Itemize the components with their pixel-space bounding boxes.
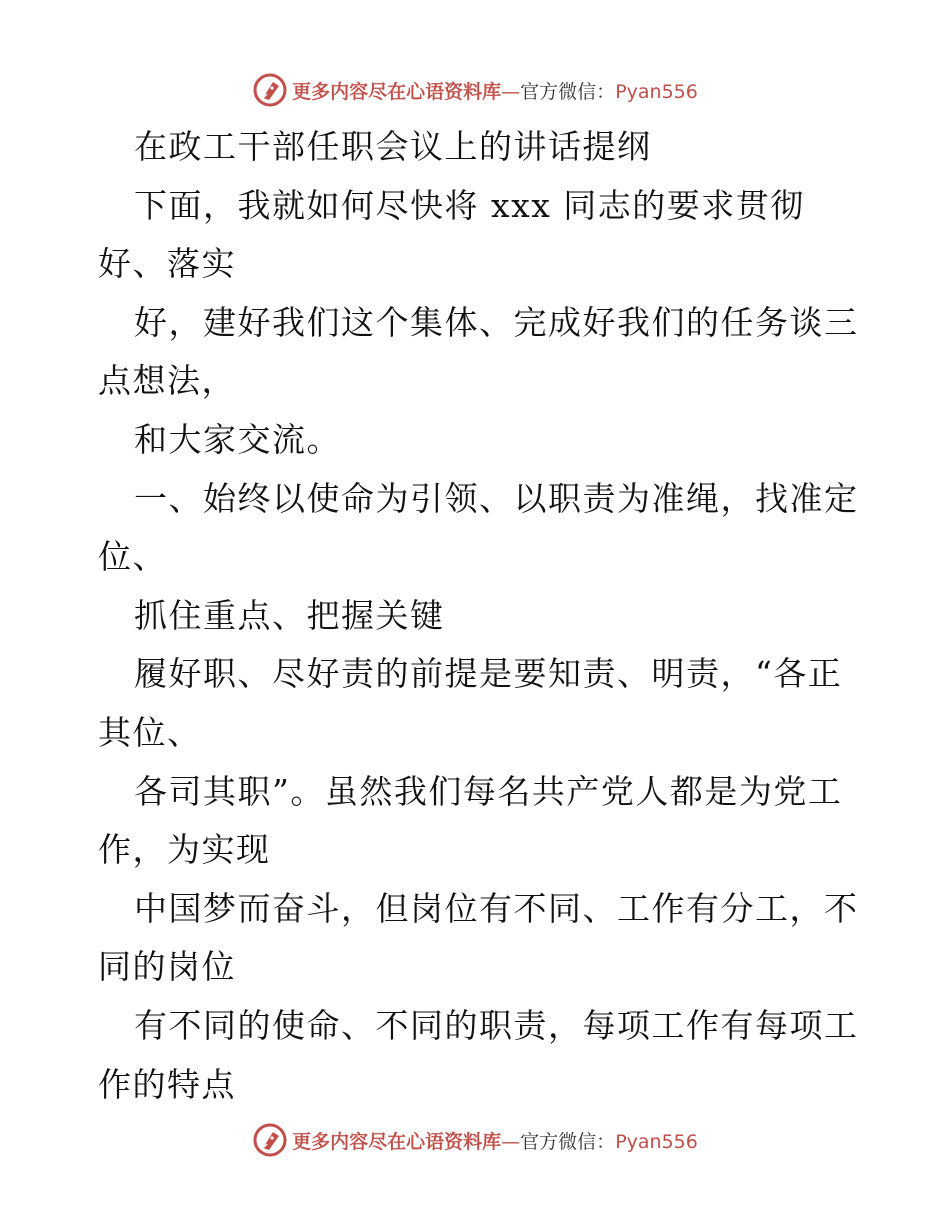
text-line: 和大家交流。	[134, 419, 341, 459]
text-line: 好、落实	[98, 244, 236, 284]
text-line: 点想法，	[98, 361, 236, 401]
header-banner	[0, 70, 950, 110]
text-line: 其位、	[98, 712, 202, 752]
header-banner-inner	[252, 72, 698, 108]
footer-banner-inner	[252, 1122, 698, 1158]
text-line: 好，建好我们这个集体、完成好我们的任务谈三	[134, 302, 859, 342]
text-line: 履好职、尽好责的前提是要知责、明责，“各正	[134, 654, 843, 694]
text-line: 抓住重点、把握关键	[134, 595, 445, 635]
header-brand-text: 更多内容尽在心语资料库	[292, 80, 502, 103]
document-body	[98, 118, 858, 1114]
footer-brand-text: 更多内容尽在心语资料库	[292, 1130, 502, 1153]
footer-banner-text	[292, 1127, 698, 1154]
header-wechat-id: Pyan556	[615, 80, 698, 103]
text-line: 在政工干部任职会议上的讲话提纲	[134, 127, 652, 166]
text-line: 下面，我就如何尽快将 xxx 同志的要求贯彻	[134, 185, 805, 225]
footer-wechat-label: 官方微信：	[520, 1130, 616, 1153]
text-line: 各司其职”。虽然我们每名共产党人都是为党工	[134, 771, 843, 811]
header-banner-text	[292, 77, 698, 104]
header-wechat-label: 官方微信：	[520, 80, 616, 103]
text-line: 有不同的使命、不同的职责，每项工作有每项工	[134, 1005, 859, 1045]
text-line: 同的岗位	[98, 947, 236, 987]
text-line: 位、	[98, 537, 167, 577]
text-line: 中国梦而奋斗，但岗位有不同、工作有分工，不	[134, 888, 859, 928]
pen-nib-icon	[252, 1122, 288, 1158]
footer-wechat-id: Pyan556	[615, 1130, 698, 1153]
footer-dash: —	[501, 1130, 521, 1153]
text-line: 一、始终以使命为引领、以职责为准绳，找准定	[134, 478, 859, 518]
text-line: 作的特点	[98, 1064, 236, 1104]
pen-nib-icon	[252, 72, 288, 108]
header-dash: —	[501, 80, 521, 103]
text-line: 作，为实现	[98, 830, 271, 870]
footer-banner	[0, 1120, 950, 1160]
